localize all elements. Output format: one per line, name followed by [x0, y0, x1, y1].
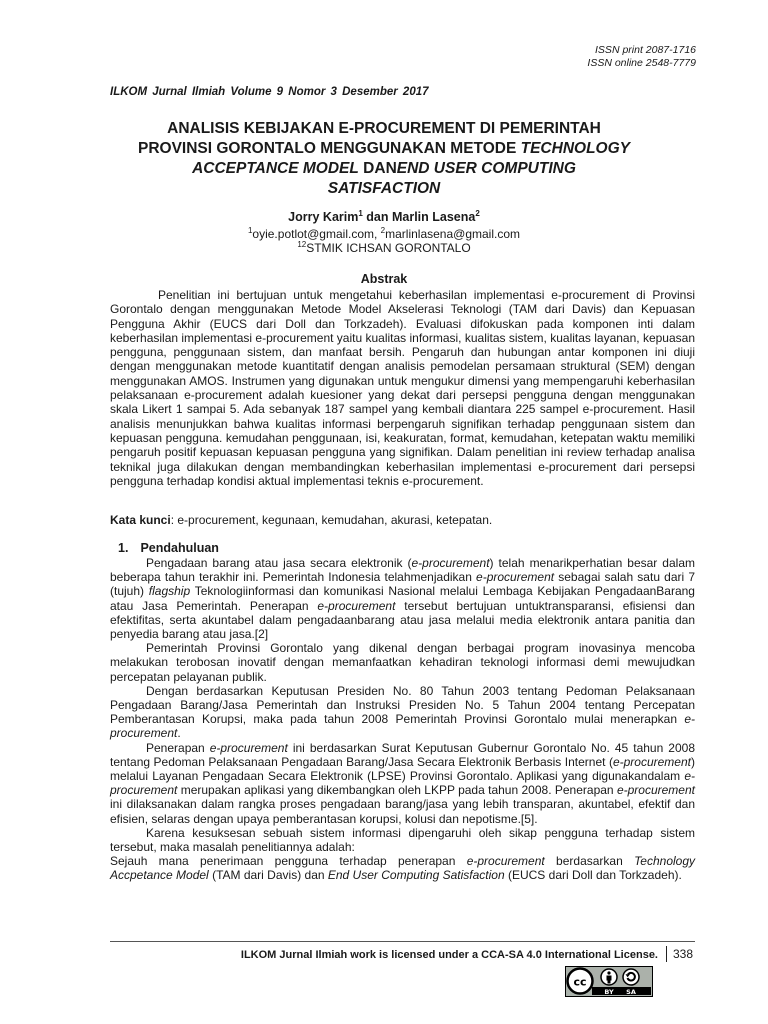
p6-italic-d: Technology Accpetance Model — [110, 854, 695, 883]
issn-block — [587, 44, 696, 70]
title-line-2-italic: TECHNOLOGY — [520, 140, 630, 157]
issn-print: ISSN print 2087-1716 — [595, 44, 696, 56]
authors — [90, 210, 678, 224]
p1-text-a: Pengadaan barang atau jasa secara elektronik ( — [146, 556, 412, 570]
p4-text-g: merupakan aplikasi yang dikembangkan oleh LKPP pada tahun 2008. Penerapan — [177, 783, 617, 798]
keywords — [110, 513, 695, 527]
title-line-4 — [90, 179, 678, 199]
title-line-3 — [90, 159, 678, 179]
cc-sa-label: SA — [626, 987, 636, 996]
p3-text-c: . — [177, 726, 181, 741]
p4-italic-f: e-procurement — [110, 769, 695, 798]
keywords-text: : e-procurement, kegunaan, kemudahan, akurasi, ketepatan. — [170, 513, 493, 527]
section-heading — [118, 541, 219, 555]
p3-text-a: Dengan berdasarkan Keputusan Presiden No. 80 Tahun 2003 tentang Pedoman Pelaksanaan Pengadaan Barang/Jasa Pemerintah dan Instruksi Presiden No. 5 Tahun 2004 tentang Percepatan Pemberantasan Korupsi, maka pada tahun 2008 Pemerintah Provinsi Gorontalo mulai menerapkan — [110, 683, 695, 727]
paragraph-6 — [110, 854, 695, 882]
sa-icon — [623, 969, 639, 985]
paragraph-1 — [110, 556, 695, 641]
p1-italic-b: e-procurement — [411, 556, 490, 570]
title-line-3-text: DAN — [358, 160, 397, 177]
p6-text-g: (EUCS dari Doll dan Torkzadeh). — [504, 868, 682, 883]
page-number: 338 — [666, 946, 693, 962]
p4-italic-d: e-procurement — [612, 754, 691, 769]
author-1-sup: 1 — [358, 208, 363, 218]
paragraph-3 — [110, 684, 695, 741]
p3-italic-b: e-procurement — [110, 712, 695, 741]
p6-text-c: berdasarkan — [544, 854, 635, 869]
email-2: marlinlasena@gmail.com — [385, 227, 521, 241]
p1-italic-f: flagship — [148, 584, 191, 599]
p1-text-i: tersebut bertujuan untuktransparansi, efisiensi dan efektifitas, serta akuntabel dalam pengadaanbarang atau jasa melalui media elektronik antara panitia dan penyedia barang atau jasa.[2] — [110, 598, 695, 642]
cc-by-label: BY — [604, 987, 614, 996]
p1-text-c: ) telah menarikperhatian besar dalam beberapa tahun terakhir ini. Pemerintah Indonesia telahmenjadikan — [110, 556, 695, 585]
p1-italic-h: e-procurement — [317, 598, 396, 613]
journal-header: ILKOM Jurnal Ilmiah Volume 9 Nomor 3 Desember 2017 — [110, 86, 429, 98]
p4-text-e: ) melalui Layanan Pengadaan Secara Elektronik (LPSE) Provinsi Gorontalo. Aplikasi yang digunakandalam — [110, 754, 695, 784]
p6-text-a: Sejauh mana penerimaan pengguna terhadap penerapan — [110, 854, 467, 869]
p4-text-a: Penerapan — [146, 740, 210, 755]
issn-online: ISSN online 2548-7779 — [587, 57, 696, 69]
cc-icon — [568, 969, 593, 994]
abstract-heading: Abstrak — [360, 272, 408, 286]
title-line-2 — [90, 139, 678, 159]
body-text — [110, 556, 695, 883]
title-line-1: ANALISIS KEBIJAKAN E-PROCUREMENT DI PEMERINTAH — [167, 120, 601, 137]
p1-text-e: sebagai salah satu dari 7 (tujuh) — [110, 570, 695, 599]
p4-text-c: ini berdasarkan Surat Keputusan Gubernur Gorontalo No. 45 tahun 2008 tentang Pedoman Pelaksanaan Pengadaan Barang/Jasa Secara Elektronik Berbasis Internet ( — [110, 740, 695, 769]
p4-italic-h: e-procurement — [616, 783, 695, 798]
title-line-2-text: PROVINSI GORONTALO MENGGUNAKAN METODE — [137, 140, 521, 157]
affiliation — [90, 241, 678, 255]
badge-bottom-bar — [592, 987, 651, 995]
p1-italic-d: e-procurement — [476, 570, 555, 585]
author-2: Marlin Lasena — [391, 210, 476, 224]
keywords-label: Kata kunci — [110, 513, 171, 527]
affiliation-text: STMIK ICHSAN GORONTALO — [306, 241, 471, 255]
footer-divider — [110, 941, 695, 942]
p1-text-g: Teknologiinformasi dan komunikasi Nasional melalui Lembaga Kebijakan PengadaanBarang atau Jasa Pemerintah. Penerapan — [110, 584, 695, 613]
email-1: oyie.potlot@gmail.com, — [252, 227, 381, 241]
by-icon — [601, 969, 617, 985]
p6-italic-f: End User Computing Satisfaction — [327, 868, 505, 883]
abstract-text: Penelitian ini bertujuan untuk mengetahui keberhasilan implementasi e-procurement di Provinsi Gorontalo dengan menggunakan Metode Model Akselerasi Teknologi (TAM dari Davis) dan Kepuasan Pengguna Akhir (EUCS dari Doll dan Torkzadeh). Evaluasi difokuskan pada komponen inti dalam keberhasilan implementasi e-procurement yaitu kualitas informasi, kualitas sistem, kualitas layanan, kepuasan pengguna, penggunaan sistem, dan manfaat bersih. Pengaruh dan hubungan antar komponen ini diuji dengan menggunakan metode kuantitatif dengan analisis pemodelan persamaan struktural (SEM) dengan menggunakan AMOS. Instrumen yang digunakan untuk mengukur dimensi yang mempengaruhi keberhasilan pelaksanaan e-procurement adalah kuesioner yang dekat dari persepsi pengguna dengan menggunakan skala Likert 1 sampai 5. Ada sebanyak 187 sampel yang kembali diantara 225 sampel e-procurement. Hasil analisis menunjukkan bahwa kualitas informasi berpengaruh signifikan terhadap penggunaan sistem dan kepuasan pengguna. kemudahan penggunaan, isi, keakuratan, format, kemudahan, ketepatan waktu memiliki pengaruh positif kepuasan kepuasan pengguna yang signifikan. Dalam penelitian ini review terhadap analisa teknikal juga dilakukan dengan membandingkan keberhasilan implementasi e-procurement dari persepsi pengguna terhadap kondisi aktual implementasi teknis e-procurement. — [110, 288, 695, 488]
title-line-3-italic-b: END USER COMPUTING — [396, 160, 576, 177]
title-line-4-italic: SATISFACTION — [327, 180, 441, 197]
email-2-sup: 2 — [380, 226, 386, 235]
paragraph-2: Pemerintah Provinsi Gorontalo yang dikenal dengan berbagai program inovasinya mencoba melakukan terobosan inovatif dengan memanfaatkan kehadiran teknologi informasi demi mewujudkan percepatan pelayanan publik. — [110, 641, 695, 684]
p4-italic-b: e-procurement — [209, 740, 288, 755]
svg-text:cc: cc — [573, 975, 587, 989]
license-text[interactable]: ILKOM Jurnal Ilmiah work is licensed under a CCA-SA 4.0 International License. — [240, 949, 658, 961]
author-2-sup: 2 — [475, 208, 480, 218]
paper-title — [90, 119, 678, 199]
title-line-3-italic-a: ACCEPTANCE MODEL — [192, 160, 359, 177]
author-connector: dan — [362, 210, 392, 224]
affiliation-sup: 12 — [297, 240, 307, 249]
paragraph-4 — [110, 741, 695, 826]
cc-license-badge[interactable] — [565, 966, 653, 997]
p6-text-e: (TAM dari Davis) dan — [208, 868, 328, 883]
section-number: 1. — [118, 541, 129, 555]
author-emails — [90, 227, 678, 241]
author-1: Jorry Karim — [288, 210, 359, 224]
p4-text-i: ini dilaksanakan dalam rangka proses pengadaan barang/jasa yang lebih transparan, akuntabel, efektif dan efisien, selaras dengan upaya pemberantasan korupsi, kolusi dan nepotisme.[5]. — [110, 797, 695, 826]
email-1-sup: 1 — [247, 226, 253, 235]
section-title: Pendahuluan — [140, 541, 219, 555]
paragraph-5: Karena kesuksesan sebuah sistem informasi dipengaruhi oleh sikap pengguna terhadap sistem tersebut, maka masalah penelitiannya adalah: — [110, 825, 695, 855]
p6-italic-b: e-procurement — [466, 854, 545, 869]
